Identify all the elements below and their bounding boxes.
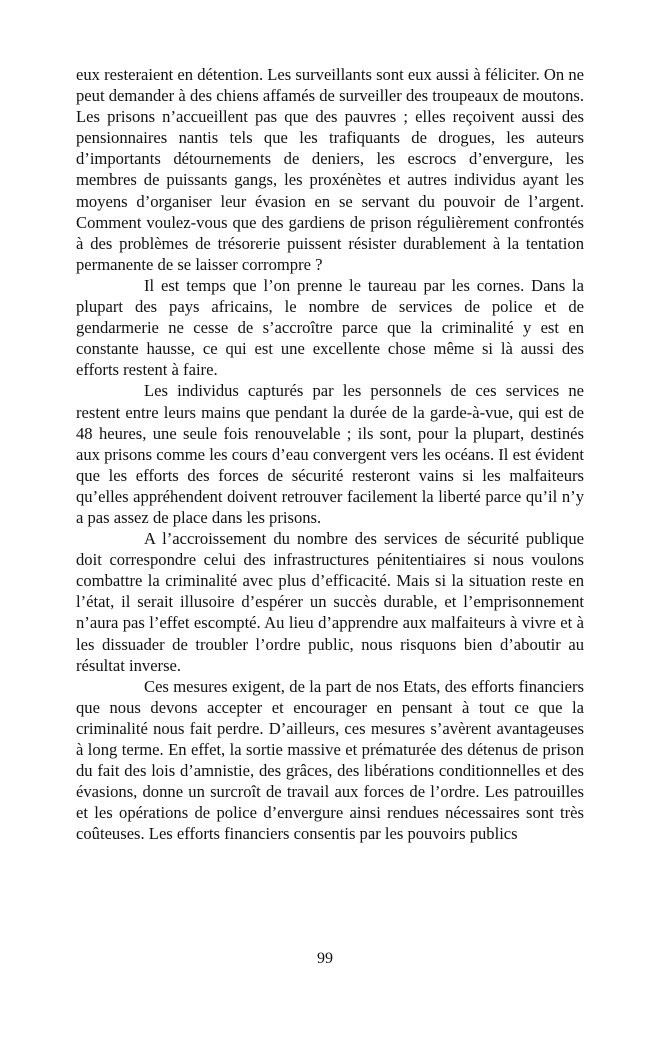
body-text	[76, 64, 584, 844]
paragraph-2: Il est temps que l’on prenne le taureau par les cornes. Dans la plupart des pays africains, le nombre de services de police et de gendarmerie ne cesse de s’accroître parce que la criminalité y est en constante hausse, ce qui est une excellente chose même si là aussi des efforts restent à faire.	[76, 275, 584, 380]
paragraph-1: eux resteraient en détention. Les surveillants sont eux aussi à féliciter. On ne peut demander à des chiens affamés de surveiller des troupeaux de moutons. Les prisons n’accueillent pas que des pauvres ; elles reçoivent aussi des pensionnaires nantis tels que les trafiquants de drogues, les auteurs d’importants détournements de deniers, les escrocs d’envergure, les membres de puissants gangs, les proxénètes et autres individus ayant les moyens d’organiser leur évasion en se servant du pouvoir de l’argent. Comment voulez-vous que des gardiens de prison régulièrement confrontés à des problèmes de trésorerie puissent résister durablement à la tentation permanente de se laisser corrompre ?	[76, 65, 584, 274]
paragraph-4: A l’accroissement du nombre des services de sécurité publique doit correspondre celui des infrastructures pénitentiaires si nous voulons combattre la criminalité avec plus d’efficacité. Mais si la situation reste en l’état, il serait illusoire d’espérer un succès durable, et l’emprisonnement n’aura pas l’effet escompté. Au lieu d’apprendre aux malfaiteurs à vivre et à les dissuader de troubler l’ordre public, nous risquons bien d’aboutir au résultat inverse.	[76, 529, 584, 675]
paragraph-3: Les individus capturés par les personnels de ces services ne restent entre leurs mains que pendant la durée de la garde-à-vue, qui est de 48 heures, une seule fois renouvelable ; ils sont, pour la plupart, destinés aux prisons comme les cours d’eau convergent vers les océans. Il est évident que les efforts des forces de sécurité resteront vains si les malfaiteurs qu’elles appréhendent doivent retrouver facilement la liberté parce qu’il n’y a pas assez de place dans les prisons.	[76, 381, 584, 527]
paragraph-5: Ces mesures exigent, de la part de nos Etats, des efforts financiers que nous devons accepter et encourager en pensant à tout ce que la criminalité nous fait perdre. D’ailleurs, ces mesures s’avèrent avantageuses à long terme. En effet, la sortie massive et prématurée des détenus de prison du fait des lois d’amnistie, des grâces, des libérations conditionnelles et des évasions, donne un surcroît de travail aux forces de l’ordre. Les patrouilles et les opérations de police d’envergure ainsi rendues nécessaires sont très coûteuses. Les efforts financiers consentis par les pouvoirs publics	[76, 676, 584, 844]
page-number: 99	[317, 950, 333, 967]
